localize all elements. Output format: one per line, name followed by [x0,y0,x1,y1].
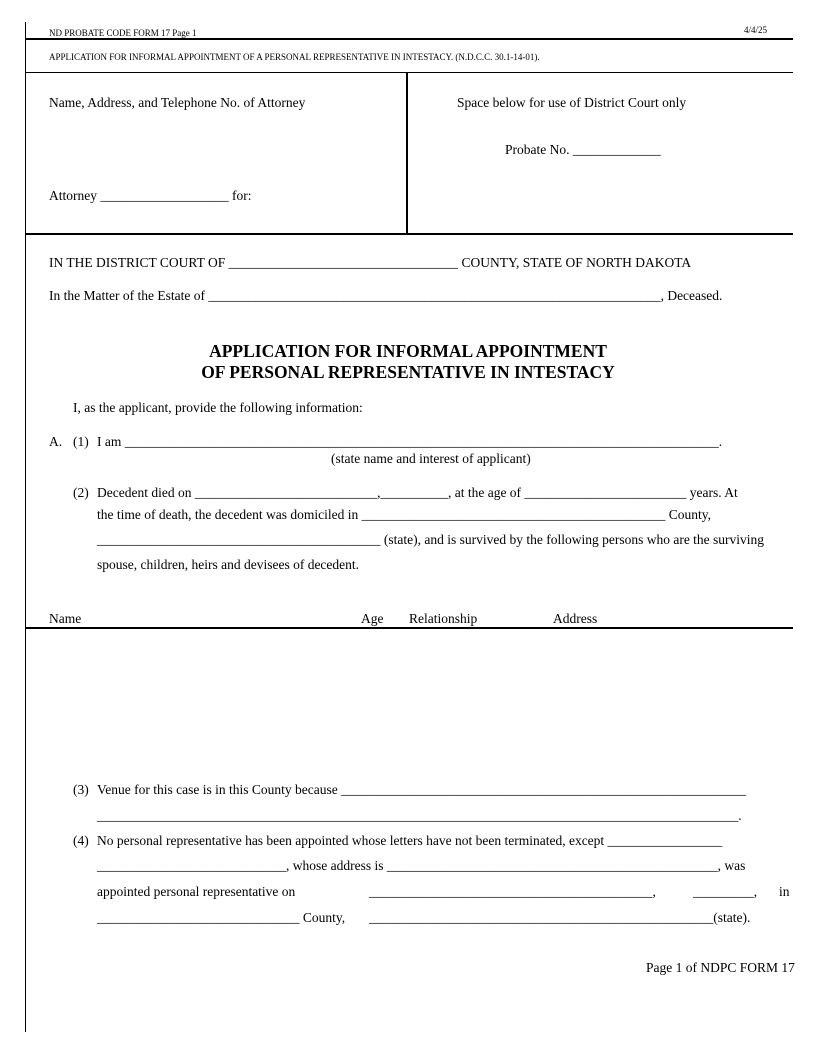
intro-text: I, as the applicant, provide the following information: [73,400,363,415]
header-rule [25,38,793,40]
applicant-caption: (state name and interest of applicant) [331,451,531,466]
box-bottom-rule [25,233,793,235]
left-margin-rule [25,22,26,1032]
attorney-field[interactable]: Attorney ___________________ for: [49,188,252,203]
box-divider [406,72,408,234]
table-header-rule [25,627,793,629]
attorney-label: Name, Address, and Telephone No. of Attorney [49,95,306,110]
section-a-letter: A. [49,434,63,449]
document-title-line1: APPLICATION FOR INFORMAL APPOINTMENT [209,341,607,361]
survivors-text: spouse, children, heirs and devisees of decedent. [97,557,360,572]
appointment-county-field[interactable]: ______________________________ County, [97,910,346,925]
prior-representative-line[interactable]: No personal representative has been appointed whose letters have not been terminated, except _________________ [97,833,723,848]
death-details-line[interactable]: Decedent died on ___________________________,__________, at the age of ________________________ years. At [97,485,738,500]
domicile-line[interactable]: the time of death, the decedent was domiciled in _____________________________________________ County, [97,507,712,522]
col-header-relationship: Relationship [409,611,478,626]
col-header-age: Age [361,611,384,626]
form-date: 4/4/25 [744,25,768,35]
form-id: ND PROBATE CODE FORM 17 Page 1 [49,28,197,38]
venue-field-continued[interactable]: _______________________________________________________________________________________________. [97,808,742,823]
court-use-label: Space below for use of District Court only [457,95,687,110]
appointment-state-field[interactable]: ___________________________________________________(state). [369,910,751,925]
box-top-rule [25,72,793,73]
form-caption: APPLICATION FOR INFORMAL APPOINTMENT OF A PERSONAL REPRESENTATIVE IN INTESTACY. (N.D.C.C. 30.1-14-01). [49,52,540,62]
document-title-line2: OF PERSONAL REPRESENTATIVE IN INTESTACY [201,362,615,382]
probate-number-field[interactable]: Probate No. _____________ [505,142,661,157]
item2-number: (2) [73,485,89,500]
venue-field[interactable]: Venue for this case is in this County because ____________________________________________________________ [97,782,747,797]
page-number: Page 1 of NDPC FORM 17 [646,960,795,975]
estate-line[interactable]: In the Matter of the Estate of ___________________________________________________________________, Deceased. [49,288,723,303]
col-header-name: Name [49,611,82,626]
in-label: in [779,884,790,899]
item3-number: (3) [73,782,89,797]
appointment-year-field[interactable]: _________, [693,884,758,899]
col-header-address: Address [553,611,598,626]
applicant-field[interactable]: I am ________________________________________________________________________________________. [97,434,723,449]
item4-number: (4) [73,833,89,848]
prior-representative-address-line[interactable]: ____________________________, whose address is _________________________________________________, was [97,858,746,873]
appointed-label: appointed personal representative on [97,884,296,899]
state-survivors-line[interactable]: __________________________________________ (state), and is survived by the following persons who are the surviving [97,532,765,547]
item1-number: (1) [73,434,89,449]
appointment-date-field[interactable]: __________________________________________, [369,884,656,899]
district-court-line[interactable]: IN THE DISTRICT COURT OF __________________________________ COUNTY, STATE OF NORTH DAKOTA [49,255,692,270]
